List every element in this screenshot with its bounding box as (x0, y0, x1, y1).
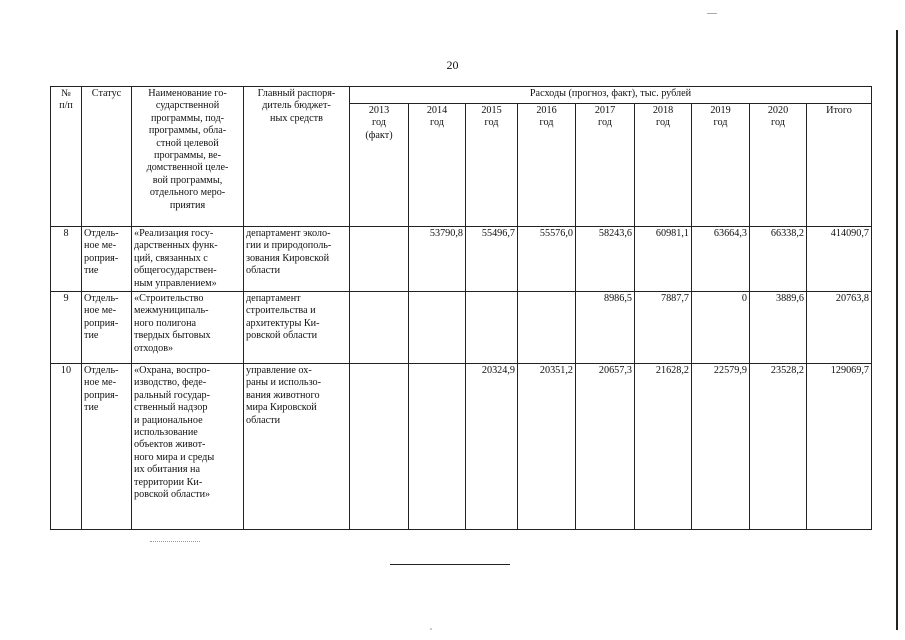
text-line: ным управлением» (134, 277, 217, 289)
budget-table (50, 86, 872, 530)
text-line: Статус (91, 88, 122, 99)
row-year-value: 55576,0 (518, 227, 576, 292)
row-year-value: 66338,2 (750, 227, 807, 292)
row-status-cell (82, 292, 132, 364)
row-total-value: 20763,8 (807, 292, 872, 364)
text-line: «Строительство (134, 293, 204, 305)
row-name-cell (132, 227, 244, 292)
text-line: ного мира и среды (134, 451, 215, 463)
header-year-cell (750, 104, 807, 227)
header-num-cell (51, 87, 82, 227)
text-line: стной целевой (156, 137, 219, 149)
text-line: объектов живот- (134, 439, 206, 451)
text-line: (факт) (365, 129, 393, 141)
row-manager-cell (244, 292, 350, 364)
text-line: Итого (826, 105, 852, 116)
text-line: ное ме- (84, 240, 117, 252)
text-line: Отдель- (84, 365, 119, 377)
text-line: отходов» (134, 342, 174, 354)
text-line: домственной целе- (146, 162, 229, 174)
text-line: 2013 (368, 105, 390, 116)
row-year-value: 0 (692, 292, 750, 364)
text-line: «Охрана, воспро- (134, 365, 210, 377)
text-line: 2016 (536, 105, 557, 116)
row-year-value (350, 292, 409, 364)
text-line: Отдель- (84, 228, 119, 239)
text-line: ственный надзор (134, 402, 208, 414)
text-line: гии и природополь- (246, 240, 332, 252)
text-line: программы, ве- (154, 150, 221, 162)
row-year-value: 20351,2 (518, 364, 576, 530)
text-line: изводство, феде- (134, 377, 207, 389)
text-line: год (713, 117, 728, 129)
row-year-value: 58243,6 (576, 227, 635, 292)
text-line: № (61, 88, 71, 99)
text-line: раны и использо- (246, 377, 322, 389)
header-year-cell (409, 104, 466, 227)
row-year-value: 60981,1 (635, 227, 692, 292)
text-line: п/п (59, 100, 73, 112)
scan-speck (430, 628, 432, 630)
row-year-value: 53790,8 (409, 227, 466, 292)
row-year-value (350, 227, 409, 292)
page-edge-line (896, 30, 898, 630)
text-line: их обитания на (134, 464, 201, 476)
text-line: 2015 (481, 105, 502, 116)
text-line: мира Кировской (246, 402, 317, 414)
row-year-value: 20657,3 (576, 364, 635, 530)
header-name-cell (132, 87, 244, 227)
row-year-value (350, 364, 409, 530)
table-row (51, 227, 872, 292)
row-number: 9 (51, 292, 82, 364)
row-year-value: 20324,9 (466, 364, 518, 530)
row-total-value: 414090,7 (807, 227, 872, 292)
text-line: 2014 (426, 105, 448, 116)
text-line: роприя- (84, 317, 119, 329)
text-line: роприя- (84, 252, 119, 264)
table-row (51, 364, 872, 530)
text-line: год (771, 117, 785, 129)
text-line: ных средств (270, 112, 323, 124)
text-line: ное ме- (84, 305, 117, 317)
text-line: ровской области» (134, 489, 211, 501)
row-year-value (466, 292, 518, 364)
table-body (51, 87, 872, 530)
text-line: год (656, 117, 670, 129)
text-line: 2019 (710, 105, 731, 116)
row-year-value: 63664,3 (692, 227, 750, 292)
header-year-cell (576, 104, 635, 227)
row-name-cell (132, 364, 244, 530)
text-line: департамент (246, 293, 301, 305)
text-line: межмуниципаль- (134, 305, 209, 317)
header-year-cell (807, 104, 872, 227)
header-year-cell (350, 104, 409, 227)
text-line: архитектуры Ки- (246, 317, 320, 329)
scan-mark (707, 13, 717, 14)
text-line: ральный государ- (134, 389, 211, 401)
text-line: Наименование го- (148, 88, 227, 99)
scan-smudge (150, 541, 200, 543)
row-year-value: 22579,9 (692, 364, 750, 530)
row-manager-cell (244, 227, 350, 292)
row-status-cell (82, 227, 132, 292)
row-number: 8 (51, 227, 82, 292)
row-year-value: 3889,6 (750, 292, 807, 364)
text-line: ровской области (246, 330, 318, 342)
text-line: строительства и (246, 305, 316, 317)
header-year-cell (518, 104, 576, 227)
header-year-cell (635, 104, 692, 227)
header-manager-cell (244, 87, 350, 227)
text-line: общегосударствен- (134, 265, 217, 277)
text-line: Главный распоря- (257, 88, 336, 99)
text-line: вой программы, (152, 174, 223, 186)
text-line: вания животного (246, 389, 320, 401)
text-line: год (430, 117, 444, 129)
text-line: управление ох- (246, 365, 312, 377)
text-line: тие (84, 402, 99, 414)
row-manager-cell (244, 364, 350, 530)
text-line: Отдель- (84, 293, 119, 305)
text-line: использование (134, 427, 198, 439)
text-line: 2018 (652, 105, 674, 116)
text-line: год (539, 117, 554, 129)
text-line: зования Кировской (246, 252, 330, 264)
header-expenses-cell: Расходы (прогноз, факт), тыс. рублей (350, 87, 872, 104)
header-row-top (51, 87, 872, 104)
text-line: и рациональное (134, 414, 203, 426)
text-line: ций, связанных с (134, 252, 208, 264)
text-line: приятия (169, 199, 206, 211)
text-line: территории Ки- (134, 476, 203, 488)
text-line: области (246, 265, 281, 277)
text-line: дитель бюджет- (262, 100, 331, 112)
text-line: год (484, 117, 499, 129)
text-line: сударственной (155, 100, 220, 112)
text-line: программы, под- (150, 112, 225, 124)
row-year-value (409, 364, 466, 530)
text-line: роприя- (84, 389, 119, 401)
header-year-cell (692, 104, 750, 227)
row-number: 10 (51, 364, 82, 530)
text-line: дарственных функ- (134, 240, 218, 252)
text-line: области (246, 414, 281, 426)
row-year-value: 7887,7 (635, 292, 692, 364)
row-year-value (518, 292, 576, 364)
text-line: год (598, 117, 612, 129)
row-status-cell (82, 364, 132, 530)
table-row (51, 292, 872, 364)
text-line: тие (84, 265, 99, 277)
text-line: «Реализация госу- (134, 228, 214, 239)
row-name-cell (132, 292, 244, 364)
text-line: отдельного меро- (149, 187, 226, 199)
text-line: твердых бытовых (134, 330, 211, 342)
row-total-value: 129069,7 (807, 364, 872, 530)
text-line: 2020 (767, 105, 789, 116)
row-year-value: 23528,2 (750, 364, 807, 530)
text-line: ное ме- (84, 377, 117, 389)
text-line: тие (84, 330, 99, 342)
page-number: 20 (446, 58, 459, 72)
text-line: 2017 (594, 105, 616, 116)
text-line: программы, обла- (148, 125, 227, 137)
bottom-separator-line (390, 564, 510, 565)
text-line: департамент эколо- (246, 228, 331, 239)
row-year-value (409, 292, 466, 364)
text-line: ного полигона (134, 317, 197, 329)
row-year-value: 21628,2 (635, 364, 692, 530)
header-year-cell (466, 104, 518, 227)
header-status-cell (82, 87, 132, 227)
text-line: год (372, 117, 386, 129)
row-year-value: 55496,7 (466, 227, 518, 292)
row-year-value: 8986,5 (576, 292, 635, 364)
